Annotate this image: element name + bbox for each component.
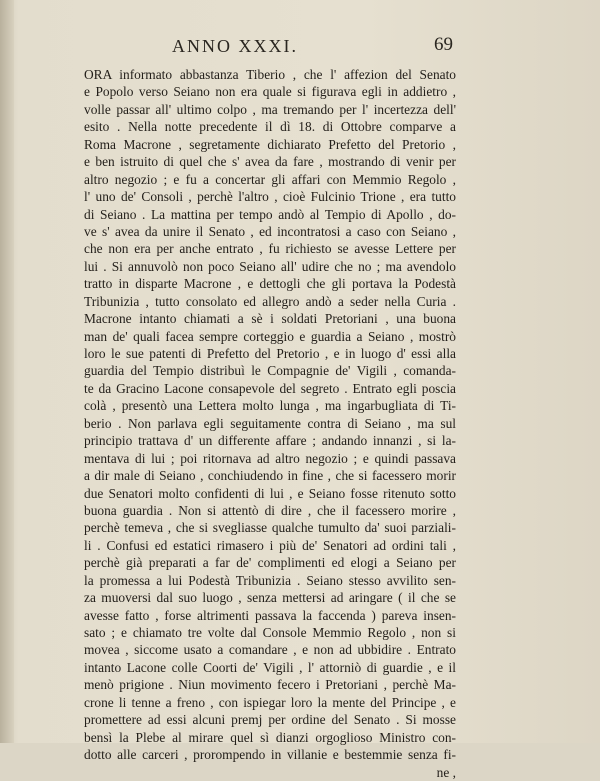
text-line: avesse fatto , forse altrimenti passava la faccenda ) pareva insen- [84, 607, 456, 623]
text-line: li . Confusi ed estatici rimasero i più de' Senatori ad ordini tali , [84, 537, 456, 553]
running-head: ANNO XXXI. [172, 36, 298, 56]
text-line: te da Gracino Lacone consapevole del segreto . Entrato egli poscia [84, 380, 456, 396]
text-line: menò prigione . Niun movimento fecero i Pretoriani , perchè Ma- [84, 677, 456, 693]
text-line: ne , [436, 764, 456, 780]
text-line: sato ; e chiamato tre volte dal Console Memmio Regolo , non si [84, 625, 456, 640]
text-line: bensì la Plebe al mirare quel sì dianzi orgoglioso Ministro con- [84, 729, 456, 745]
text-line: berio . Non parlava egli seguitamente contra di Seiano , ma sul [84, 415, 456, 431]
text-line: mentava di lui ; poi ritornava ad altro negozio ; e quindi passava [84, 450, 456, 466]
text-line: l' uno de' Consoli , perchè l'altro , cioè Fulcinio Trione , era tutto [84, 189, 456, 205]
text-line: Roma Macrone , segretamente dichiarato Prefetto del Pretorio , [84, 136, 456, 152]
text-line: esito . Nella notte precedente il dì 18. di Ottobre comparve a [84, 119, 456, 135]
text-line: Tribunizia , tutto consolato ed allegro andò a seder nella Curia . [84, 293, 456, 309]
page-header [0, 30, 600, 60]
text-line: Macrone intanto chiamati a sè i soldati Pretoriani , una buona [84, 311, 456, 327]
text-line: e Popolo verso Seiano non era quale si figurava egli in addietro , [84, 84, 456, 100]
text-line: loro le sue patenti di Prefetto del Pretorio , e in luogo d' essi alla [84, 346, 456, 361]
text-line: tratto in disparte Macrone , e dettogli che gli portava la Podestà [84, 276, 456, 292]
text-line: lui . Si annuvolò non poco Seiano all' udire che no ; ma avendolo [84, 258, 456, 274]
text-line: crone li tenne a freno , con ispiegar loro la mente del Principe , e [84, 694, 456, 710]
text-line: dotto alle carceri , prorompendo in villanie e bestemmie senza fi- [84, 747, 456, 763]
text-line: due Senatori molto confidenti di lui , e Seiano fosse ritenuto sotto [84, 485, 456, 501]
text-line: volle passar all' ultimo colpo , ma tremando per l' incertezza dell' [84, 101, 456, 117]
text-line: movea , siccome usato a comandare , e non ad ubbidire . Entrato [84, 642, 456, 658]
text-line: perchè già preparati a far de' complimenti ed elogi a Seiano per [84, 555, 456, 571]
text-line: colà , presentò una Lettera molto lunga , ma ingarbugliata di Ti- [84, 398, 456, 414]
text-line: di Seiano . La mattina per tempo andò al Tempio di Apollo , do- [84, 206, 456, 222]
text-line: ve s' avea da unire il Senato , ed incontratosi a caso con Seiano , [84, 223, 456, 239]
text-line: la promessa a lui Podestà Tribunizia . Seiano stesso avvilito sen- [84, 572, 456, 588]
text-line: promettere ad essi alcuni premj per ordine del Senato . Si mosse [84, 712, 456, 728]
text-line: e ben istruito di quel che s' avea da fare , mostrando di venir per [84, 154, 456, 170]
text-line: perchè temeva , che si svegliasse qualche tumulto da' suoi parziali- [84, 520, 456, 536]
text-line: guardia del Tempio distribuì le Compagnie de' Vigili , comanda- [84, 363, 456, 379]
text-line: intanto Lacone colle Coorti de' Vigili , l' attorniò di guardie , e il [84, 659, 456, 675]
page-gutter [0, 0, 14, 743]
text-line: che non era per anche entrato , fu richiesto se avesse Lettere per [84, 241, 456, 257]
text-line: a dir male di Seiano , conchiudendo in fine , che si facessero morir [84, 468, 456, 484]
text-line: altro negozio ; e fu a concertar gli affari con Memmio Regolo , [84, 171, 456, 187]
text-line: ORA informato abbastanza Tiberio , che l' affezion del Senato [84, 67, 456, 82]
body-text [84, 66, 456, 781]
page-number: 69 [434, 34, 453, 55]
text-line: man de' quali facea sempre corteggio e guardia a Seiano , mostrò [84, 328, 456, 344]
text-line: principio trattava d' un differente affare ; andando innanzi , si la- [84, 433, 456, 449]
text-line: za muoversi dal suo luogo , senza mettersi ad aringare ( il che se [84, 590, 456, 606]
text-line: buona guardia . Non si attentò di dire , che il facessero morire , [84, 502, 456, 518]
